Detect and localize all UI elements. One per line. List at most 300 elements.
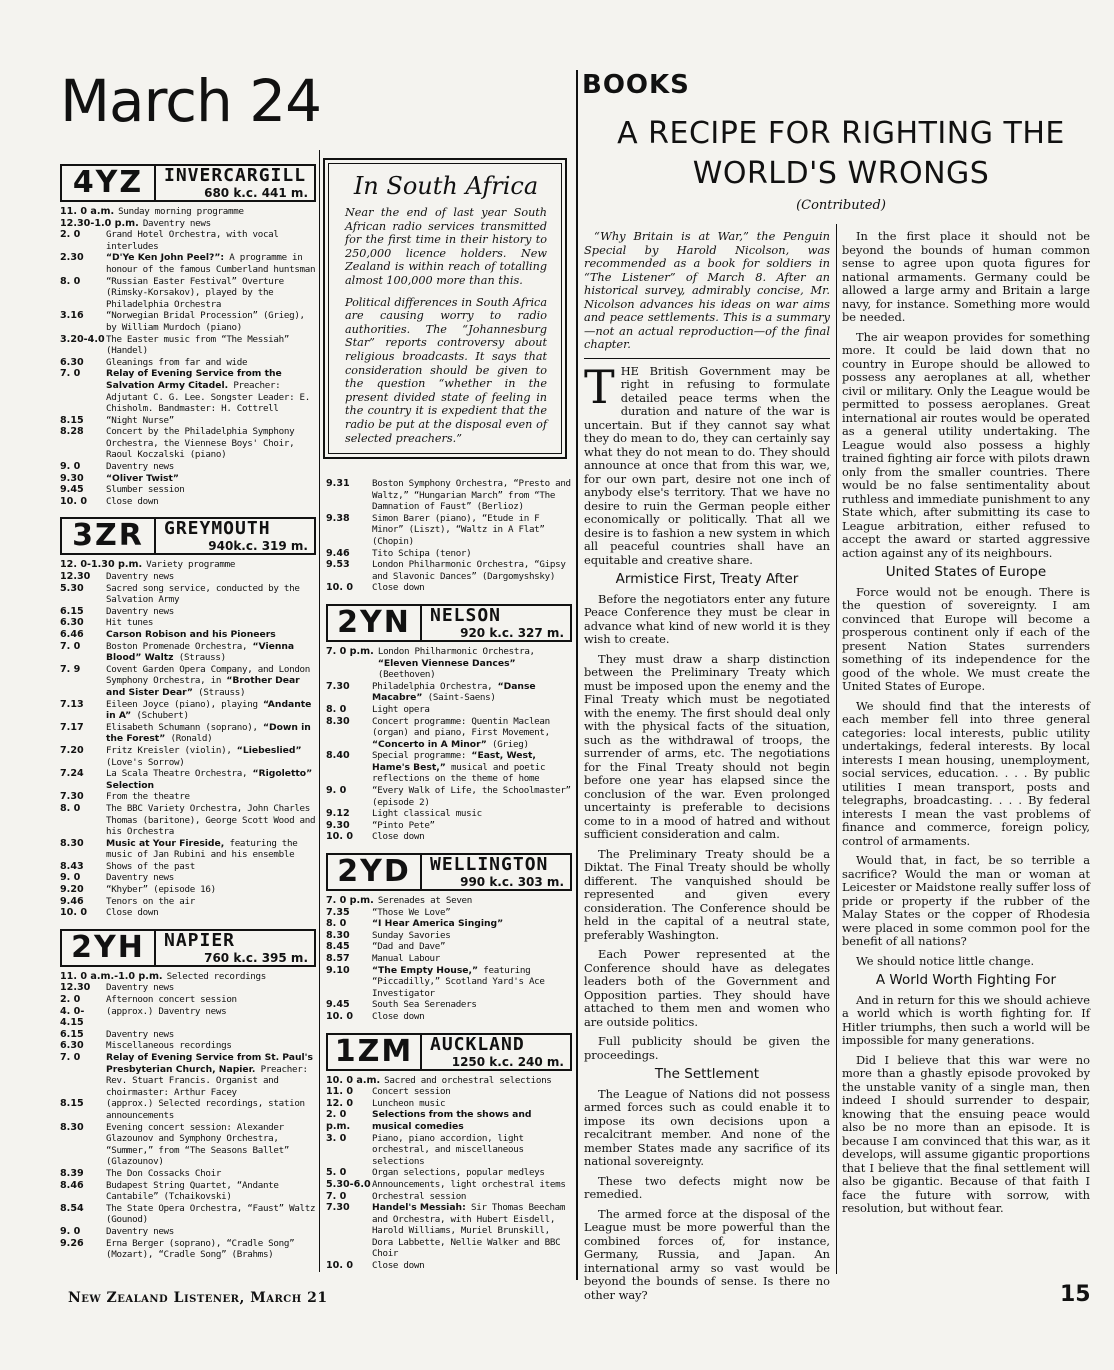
programme-row <box>60 768 316 791</box>
programme-description: The Easter music from “The Messiah” (Handel) <box>106 333 290 357</box>
programme-time: 9.46 <box>326 547 350 559</box>
programme-time: 7.35 <box>326 906 350 918</box>
programme-row <box>60 629 316 641</box>
programme-description: Gleanings from far and wide <box>106 356 248 368</box>
programme-row <box>326 716 572 751</box>
programme-time: 9.31 <box>326 478 350 489</box>
programme-description: Tito Schipa (tenor) <box>372 547 472 559</box>
programme-row <box>326 1133 572 1168</box>
programme-time: 8.45 <box>326 941 350 953</box>
south-africa-box <box>323 158 567 459</box>
programme-row <box>60 1238 316 1261</box>
programme-row <box>60 884 316 896</box>
programme-continuation <box>326 478 572 600</box>
programme-time: 11. 0 a.m.-1.0 p.m. <box>60 970 163 982</box>
programme-description: Daventry news <box>142 217 211 229</box>
station-city: WELLINGTON <box>430 854 549 876</box>
programme-description: “Norwegian Bridal Procession” (Grieg), by William Murdoch (piano) <box>106 310 305 333</box>
station-name-block <box>156 931 314 965</box>
article-paragraph: Each Power represented at the Conference should have as delegates leaders both of the Government and Opposition parties. They should have attached to them men and women who are outside politics. <box>584 947 830 1029</box>
programme-description: Daventry news <box>106 982 175 994</box>
programme-time: 3. 0 <box>326 1132 347 1144</box>
programme-time: 9.38 <box>326 512 350 524</box>
station-city: GREYMOUTH <box>164 518 271 540</box>
programme-time: 2. 0 <box>60 229 81 241</box>
south-africa-paragraph-2: Political differences in South Africa are causing worry to radio authorities. The “Johannesburg Star” reports controversy about religious broadcasts. It says that consideration should be given to the question “whether in the present divided state of feeling in the country it is expedient that the radio be put at the disposal even of selected preachers.” <box>345 295 547 445</box>
programme-time: 11. 0 <box>326 1086 354 1098</box>
programme-time: 7.30 <box>60 791 84 803</box>
station-name-block <box>422 855 570 889</box>
station-3zr <box>60 517 316 924</box>
programme-description: Piano, piano accordion, light orchestral, and miscellaneous selections <box>372 1132 524 1167</box>
programme-time: 9.20 <box>60 884 84 896</box>
programme-row <box>60 559 316 571</box>
programme-row <box>326 681 572 704</box>
programme-row <box>60 473 316 485</box>
programme-description: Daventry news <box>106 605 175 617</box>
article-column-1 <box>584 230 830 1308</box>
article-paragraph: Would that, in fact, be so terrible a sacrifice? Would the man or woman at Leicester or Maidstone really suffer loss of pride or property if the rubber of the Malay States or the copper of Rhodesia were placed in some common pool for the benefit of all nations? <box>842 853 1090 948</box>
programme-row <box>60 1226 316 1238</box>
programme-row <box>60 722 316 745</box>
column-rule-article <box>836 224 837 1274</box>
programme-description: “Oliver Twist” <box>106 472 179 484</box>
programme-time: 8.15 <box>60 1098 84 1110</box>
programme-row <box>326 1109 572 1132</box>
programme-description: “Pinto Pete” <box>372 819 435 831</box>
programme-row <box>60 745 316 768</box>
programme-row <box>326 820 572 832</box>
programme-time: 12.30 <box>60 571 91 583</box>
programme-description: Selected recordings <box>166 970 266 982</box>
programme-description: Sunday Savories <box>372 929 451 941</box>
subhead-armistice: Armistice First, Treaty After <box>615 571 799 587</box>
programme-description: South Sea Serenaders <box>372 999 477 1011</box>
station-frequency: 1250 k.c. 240 m. <box>451 1054 564 1069</box>
programme-row <box>326 478 572 513</box>
programme-description: Tenors on the air <box>106 895 195 907</box>
programme-row <box>326 1011 572 1023</box>
programme-time: 7. 0 p.m. <box>326 895 374 907</box>
programme-time: 8.28 <box>60 426 84 438</box>
programme-description: “I Hear America Singing” <box>372 918 504 930</box>
programme-time: 4. 0-4.15 <box>60 1005 85 1029</box>
programme-description: Music at Your Fireside, featuring the music of Jan Rubini and his ensemble <box>106 837 298 861</box>
programme-description: La Scala Theatre Orchestra, “Rigoletto” Selection <box>106 768 313 791</box>
programme-row <box>326 559 572 582</box>
programme-row <box>60 1122 316 1168</box>
programme-description: Daventry news <box>106 1225 175 1237</box>
programme-time: 8. 0 <box>60 802 81 814</box>
subhead-united-states-of-europe: United States of Europe <box>885 564 1047 580</box>
programme-time: 2. 0 <box>60 994 81 1006</box>
programme-description: Elisabeth Schumann (soprano), “Down in the Forest” (Ronald) <box>106 721 311 745</box>
programme-row <box>60 838 316 861</box>
programme-row <box>326 918 572 930</box>
article-paragraph: We should notice little change. <box>856 953 1035 968</box>
programme-description: London Philharmonic Orchestra, “Gipsy and Slavonic Dances” (Dargomyshsky) <box>372 559 566 582</box>
south-africa-paragraph-1: Near the end of last year South African radio services transmitted for the first time in their history to 250,000 licence holders. New Zealand is within reach of totalling almost 100,000 more than this. <box>345 206 547 287</box>
programme-description: “Dad and Dave” <box>372 941 446 953</box>
programme-time: 6.15 <box>60 605 84 617</box>
programme-description: Eileen Joyce (piano), playing “Andante in A” (Schubert) <box>106 698 312 722</box>
programme-time: 6.15 <box>60 1028 84 1040</box>
programme-description: (approx.) Daventry news <box>106 1005 227 1017</box>
programme-row <box>60 571 316 583</box>
station-header <box>326 604 572 642</box>
programme-time: 8.54 <box>60 1202 84 1214</box>
programme-description: “Those We Love” <box>372 906 451 918</box>
programme-time: 7.13 <box>60 698 84 710</box>
station-frequency: 680 k.c. 441 m. <box>204 186 308 200</box>
subhead-world-worth-fighting-for: A World Worth Fighting For <box>875 972 1057 988</box>
station-frequency: 920 k.c. 327 m. <box>460 625 564 640</box>
station-city: INVERCARGILL <box>164 165 307 186</box>
programme-description: Evening concert session: Alexander Glazounov and Symphony Orchestra, “Summer,” from “The Seasons Ballet” (Glazounov) <box>106 1121 290 1168</box>
programme-row <box>60 461 316 473</box>
programme-time: 8. 0 <box>326 918 347 930</box>
programme-row <box>326 646 572 681</box>
programme-row <box>326 785 572 808</box>
programme-description: “Night Nurse” <box>106 414 175 426</box>
programme-description: Sacred and orchestral selections <box>384 1074 552 1086</box>
programme-description: Hit tunes <box>106 617 154 629</box>
programme-time: 5. 0 <box>326 1167 347 1179</box>
programme-time: 7.20 <box>60 744 84 756</box>
programme-time: 12.30 <box>60 982 91 994</box>
subhead-settlement: The Settlement <box>654 1066 760 1082</box>
programme-description: Simon Barer (piano), “Etude in F Minor” (Liszt), “Waltz in A Flat” (Chopin) <box>372 512 545 547</box>
programme-time: 12. 0-1.30 p.m. <box>60 559 143 571</box>
programme-row <box>326 1260 572 1272</box>
programme-row <box>60 606 316 618</box>
radio-column-middle <box>326 478 572 1278</box>
programme-description: Handel's Messiah: Sir Thomas Beecham and Orchestra, with Hubert Eisdell, Harold Williams, Muriel Brunskill, Dora Labbette, Nellie Walker and BBC Choir <box>372 1202 566 1260</box>
programme-row <box>326 1179 572 1191</box>
programme-description: Light classical music <box>372 808 482 820</box>
programme-time: 2.30 <box>60 252 84 264</box>
page-number: 15 <box>1060 1282 1091 1307</box>
article-paragraph: Did I believe that this war were no more than a ghastly episode provoked by the unstable vanity of a single man, then indeed I should surrender to despair, knowing that the ensuing peace would also be no more than an episode. It is because I am convinced that this war, as it develops, will assume gigantic proportions that I believe that the final settlement will also be gigantic. Because of that faith I face the future with sorrow, with resolution, but without fear. <box>842 1052 1090 1215</box>
programme-description: Announcements, light orchestral items <box>372 1178 566 1190</box>
station-city: AUCKLAND <box>430 1033 525 1055</box>
station-name-block <box>422 1035 570 1069</box>
programme-description: “Every Walk of Life, the Schoolmaster” (episode 2) <box>372 785 571 808</box>
programme-description: “D'Ye Ken John Peel?”: A programme in honour of the famous Cumberland huntsman <box>106 252 316 275</box>
programme-time: 6.30 <box>60 1040 84 1052</box>
programme-description: Miscellaneous recordings <box>106 1040 232 1052</box>
programme-row <box>60 1006 316 1029</box>
programme-description: Sacred song service, conducted by the Salvation Army <box>106 582 300 606</box>
programme-time: 9. 0 <box>60 1225 81 1237</box>
programme-description: Boston Symphony Orchestra, “Presto and Waltz,” “Hungarian March” from “The Damnation of Faust” (Berlioz) <box>372 478 571 513</box>
station-1zm <box>326 1033 572 1278</box>
programme-description: Manual Labour <box>372 953 441 964</box>
programme-time: 10. 0 <box>326 1260 354 1272</box>
programme-row <box>60 699 316 722</box>
programme-row <box>326 704 572 716</box>
programme-row <box>326 1075 572 1087</box>
programme-description: Variety programme <box>146 559 236 571</box>
programme-description: Close down <box>372 831 425 843</box>
programme-time: 10. 0 <box>326 1010 354 1022</box>
programme-time: 9.26 <box>60 1237 84 1249</box>
station-call-sign: 2YH <box>62 931 156 965</box>
programme-description: (approx.) Selected recordings, station announcements <box>106 1098 305 1121</box>
programme-time: 9.53 <box>326 559 350 571</box>
programme-time: 8.39 <box>60 1167 84 1179</box>
station-city: NELSON <box>430 604 502 626</box>
station-call-sign: 2YN <box>328 606 422 640</box>
programme-row <box>326 999 572 1011</box>
programme-time: 8.30 <box>326 715 350 727</box>
programme-time: 9. 0 <box>60 461 81 473</box>
article-paragraph: In the first place it should not be beyond the bounds of human common sense to agree upon quota figures for national armaments. Germany could be allowed a large army and Britain a large navy, for instance. Something more would be needed. <box>842 229 1090 324</box>
programme-description: Carson Robison and his Pioneers <box>106 629 276 640</box>
station-name-block <box>156 519 314 553</box>
programme-row <box>60 803 316 838</box>
station-header <box>326 853 572 891</box>
programme-row <box>60 641 316 664</box>
programme-row <box>326 513 572 548</box>
programme-time: 7. 0 <box>326 1190 347 1202</box>
programme-time: 8.30 <box>326 929 350 941</box>
article-paragraph: Before the negotiators enter any future Peace Conference they must be clear in advance what kind of new world it is they wish to create. <box>584 591 830 646</box>
programme-description: The Don Cossacks Choir <box>106 1167 222 1179</box>
programme-time: 6.46 <box>60 629 84 640</box>
programme-row <box>60 310 316 333</box>
programme-time: 7. 0 <box>60 1052 81 1063</box>
programme-time: 8.46 <box>60 1179 84 1191</box>
programme-description: From the theatre <box>106 791 190 803</box>
programme-row <box>60 252 316 275</box>
programme-row <box>60 1098 316 1121</box>
article-paragraph: These two defects might now be remedied. <box>584 1173 830 1201</box>
article-paragraph: The Preliminary Treaty should be a Diktat. The Final Treaty should be wholly different. The vanquished should be represented and given every consideration. The Conference should be held in the capital of a neutral state, preferably Washington. <box>584 846 830 942</box>
programme-time: 8.30 <box>60 837 84 849</box>
programme-row <box>60 496 316 508</box>
programme-time: 9.12 <box>326 808 350 820</box>
programme-row <box>60 791 316 803</box>
programme-time: 9.10 <box>326 964 350 976</box>
programme-row <box>60 1040 316 1052</box>
programme-description: Budapest String Quartet, “Andante Cantabile” (Tchaikovski) <box>106 1179 279 1203</box>
programme-time: 9.45 <box>326 999 350 1011</box>
programme-row <box>326 965 572 1000</box>
station-4yz <box>60 164 316 513</box>
programme-row <box>60 218 316 230</box>
programme-row <box>326 930 572 942</box>
programme-row <box>60 872 316 884</box>
station-2yh <box>60 929 316 1267</box>
programme-description: Daventry news <box>106 461 175 473</box>
article-headline: A RECIPE FOR RIGHTING THE WORLD'S WRONGS <box>617 116 1065 191</box>
programme-description: Close down <box>106 907 159 919</box>
programme-time: 8.30 <box>60 1121 84 1133</box>
programme-time: 9. 0 <box>326 785 347 797</box>
article-intro: “Why Britain is at War,” the Penguin Special by Harold Nicolson, was recommended as a book for soldiers in “The Listener” of March 8. After an historical survey, admirably concise, Mr. Nicolson advances his ideas on war aims and peace settlements. This is a summary—not an actual reproduction—of the final chapter. <box>584 229 830 351</box>
programme-time: 3.16 <box>60 310 84 322</box>
programme-description: London Philharmonic Orchestra, “Eleven Viennese Dances” (Beethoven) <box>377 645 535 681</box>
programme-time: 9. 0 <box>60 872 81 884</box>
article-paragraph: Force would not be enough. There is the question of sovereignty. I am convinced that Europe will become a prosperous continent only if each of the present Nation States surrenders something of its independence for the good of the whole. We must create the United States of Europe. <box>842 584 1090 693</box>
programme-time: 7.24 <box>60 768 84 780</box>
programme-time: 6.30 <box>60 356 84 368</box>
date-heading: March 24 <box>60 67 322 135</box>
programme-time: 10. 0 <box>326 831 354 843</box>
programme-row <box>60 982 316 994</box>
programme-time: 6.30 <box>60 617 84 629</box>
station-call-sign: 3ZR <box>62 519 156 553</box>
programme-row <box>326 1202 572 1260</box>
station-2yn <box>326 604 572 849</box>
station-call-sign: 1ZM <box>328 1035 422 1069</box>
article-paragraph: They must draw a sharp distinction between the Preliminary Treaty which must be imposed upon the enemy and the Final Treaty which must be negotiated with the enemy. The first should deal only with the physical facts of the situation, such as the withdrawal of troops, the surrender of arms, etc. The negotiations for the Final Treaty should not begin before one year has elapsed since the conclusion of the war. Even prolonged uncertainty is preferable to decisions come to in a mood of hatred and without sufficient consideration and calm. <box>584 651 830 841</box>
programme-description: The State Opera Orchestra, “Faust” Waltz (Gounod) <box>106 1202 316 1226</box>
programme-row <box>60 229 316 252</box>
programme-description: Serenades at Seven <box>377 895 473 907</box>
radio-column-left <box>60 160 316 1267</box>
programme-description: “The Empty House,” featuring “Piccadilly,” Scotland Yard's Ace Investigator <box>372 964 545 999</box>
programme-time: 9.30 <box>326 819 350 831</box>
programme-time: 7. 0 <box>60 640 81 652</box>
article-byline: (Contributed) <box>796 198 886 213</box>
programme-row <box>60 1180 316 1203</box>
programme-row <box>60 664 316 699</box>
station-header <box>60 929 316 967</box>
programme-row <box>326 895 572 907</box>
programme-row <box>60 415 316 427</box>
station-name-block <box>156 166 314 200</box>
programme-description: Daventry news <box>106 1028 175 1040</box>
programme-description: Light opera <box>372 703 430 715</box>
programme-row <box>60 426 316 461</box>
programme-description: Relay of Evening Service from the Salvation Army Citadel. Preacher: Adjutant C. G. Lee. Songster Leader: E. Chisholm. Bandmaster: H. Cottrell <box>106 368 311 415</box>
programme-description: Afternoon concert session <box>106 994 237 1006</box>
programme-time: 8. 0 <box>60 275 81 287</box>
programme-description: Erna Berger (soprano), “Cradle Song” (Mozart), “Cradle Song” (Brahms) <box>106 1237 295 1261</box>
programme-row <box>326 808 572 820</box>
programme-time: 7.17 <box>60 721 84 733</box>
programme-description: Sunday morning programme <box>118 206 244 217</box>
station-frequency: 760 k.c. 395 m. <box>204 950 308 965</box>
station-header <box>60 517 316 555</box>
station-name-block <box>422 606 570 640</box>
programme-row <box>326 941 572 953</box>
programme-description: Special programme: “East, West, Hame's Best,” musical and poetic reflections on the theme of home <box>372 750 546 785</box>
programme-row <box>60 1168 316 1180</box>
programme-time: 10. 0 <box>326 582 354 594</box>
programme-row <box>326 907 572 919</box>
article-text: HE British Government may be right in refusing to formulate detailed peace terms when the duration and nature of the war is uncertain. But if they cannot say what they do mean to do, they can certainly say what they do not mean to do. They should announce at once that from this war, we, for our own part, desire not one inch of anybody else's territory. That we have no desire to ruin the German people either economically or politically. That all we desire is to fashion a new system in which all peaceful countries shall have an equitable and creative share. <box>584 363 830 567</box>
station-call-sign: 2YD <box>328 855 422 889</box>
station-frequency: 940k.c. 319 m. <box>208 539 308 554</box>
programme-description: Close down <box>372 582 425 594</box>
article-paragraph <box>584 359 830 568</box>
programme-time: 9.46 <box>60 895 84 907</box>
station-call-sign: 4YZ <box>62 166 156 200</box>
programme-time: 9.45 <box>60 484 84 496</box>
programme-description: Grand Hotel Orchestra, with vocal interludes <box>106 229 279 252</box>
programme-time: 7.30 <box>326 680 350 692</box>
programme-time: 7. 0 p.m. <box>326 645 374 657</box>
programme-row <box>326 1191 572 1203</box>
programme-time: 10. 0 <box>60 907 88 919</box>
programme-time: 3.20-4.0 <box>60 333 105 345</box>
article-paragraph: The armed force at the disposal of the League must be more powerful than the combined forces of, for instance, Germany, Russia, and Japan. An international army so vast would be beyond the bounds of sense. Is there no other way? <box>584 1206 830 1302</box>
programme-row <box>60 896 316 908</box>
programme-time: 12.30-1.0 p.m. <box>60 217 139 229</box>
article-paragraph: The League of Nations did not possess armed forces such as could enable it to impose its own decisions upon a recalcitrant member. And none of the member States made any sacrifice of its national sovereignty. <box>584 1086 830 1168</box>
programme-row <box>60 357 316 369</box>
programme-row <box>60 1052 316 1098</box>
programme-time: 8.57 <box>326 953 350 964</box>
programme-description: Concert programme: Quentin Maclean (organ) and piano, First Movement, “Concerto in A Minor” (Grieg) <box>372 715 550 750</box>
programme-row <box>60 1029 316 1041</box>
programme-time: 8.15 <box>60 414 84 426</box>
drop-cap: T <box>584 359 615 414</box>
programme-row <box>326 831 572 843</box>
programme-time: 10. 0 a.m. <box>326 1074 381 1086</box>
programme-row <box>326 750 572 785</box>
programme-description: Concert by the Philadelphia Symphony Orchestra, the Viennese Boys' Choir, Raoul Koczalski (piano) <box>106 426 295 461</box>
programme-time: 9.30 <box>60 472 84 484</box>
station-2yd <box>326 853 572 1029</box>
programme-description: “Russian Easter Festival” Overture (Rimsky-Korsakov), played by the Philadelphia Orchestra <box>106 275 284 310</box>
programme-description: Slumber session <box>106 484 185 496</box>
programme-time: 8.43 <box>60 860 84 872</box>
programme-row <box>326 1098 572 1110</box>
programme-row <box>326 953 572 965</box>
programme-description: Covent Garden Opera Company, and London Symphony Orchestra, in “Brother Dear and Sister Dear” (Strauss) <box>106 663 311 698</box>
programme-row <box>60 617 316 629</box>
programme-row <box>326 582 572 594</box>
programme-row <box>60 334 316 357</box>
programme-time: 7. 9 <box>60 663 81 675</box>
programme-description: Relay of Evening Service from St. Paul's Presbyterian Church, Napier. Preacher: Rev. Stuart Francis. Organist and choirmaster: Arthur Facey <box>106 1052 313 1098</box>
programme-description: Orchestral session <box>372 1190 467 1202</box>
programme-time: 7.30 <box>326 1202 350 1214</box>
programme-description: Close down <box>372 1260 425 1272</box>
programme-description: Close down <box>372 1010 425 1022</box>
column-rule-books <box>576 70 578 1280</box>
programme-row <box>60 484 316 496</box>
programme-description: Boston Promenade Orchestra, “Vienna Blood” Waltz (Strauss) <box>106 640 295 664</box>
station-city: NAPIER <box>164 929 236 951</box>
south-africa-title: In South Africa <box>353 172 539 200</box>
programme-description: Daventry news <box>106 872 175 884</box>
programme-row <box>60 994 316 1006</box>
programme-time: 5.30-6.0 <box>326 1178 371 1190</box>
programme-description: The BBC Variety Orchestra, John Charles Thomas (baritone), George Scott Wood and his Orchestra <box>106 802 316 838</box>
programme-row <box>60 583 316 606</box>
programme-description: Philadelphia Orchestra, “Danse Macabre” (Saint-Saens) <box>372 680 536 704</box>
programme-row <box>60 276 316 311</box>
programme-time: 8. 0 <box>326 703 347 715</box>
programme-description: Close down <box>106 495 159 507</box>
programme-time: 10. 0 <box>60 495 88 507</box>
programme-row <box>326 548 572 560</box>
programme-description: Luncheon music <box>372 1097 446 1109</box>
article-paragraph: The air weapon provides for something more. It could be laid down that no country in Europe should be allowed to possess any aeroplanes at all, whether civil or military. Only the League would be permitted to possess aeroplanes. Great international air routes would be operated as a general utility undertaking. The League would also possess a highly trained fighting air force with pilots drawn only from the smaller countries. There would be no false sentimentality about ruthless and immediate punishment to any State which, after submitting its case to League arbitration, either refused to accept the award or started aggressive action against any of its neighbours. <box>842 329 1090 560</box>
station-header <box>326 1033 572 1071</box>
programme-row <box>60 368 316 414</box>
programme-description: Shows of the past <box>106 860 195 872</box>
programme-row <box>60 861 316 873</box>
article-column-2 <box>842 230 1090 1222</box>
programme-description: Fritz Kreisler (violin), “Liebeslied” (Love's Sorrow) <box>106 744 302 768</box>
programme-description: Organ selections, popular medleys <box>372 1167 545 1179</box>
